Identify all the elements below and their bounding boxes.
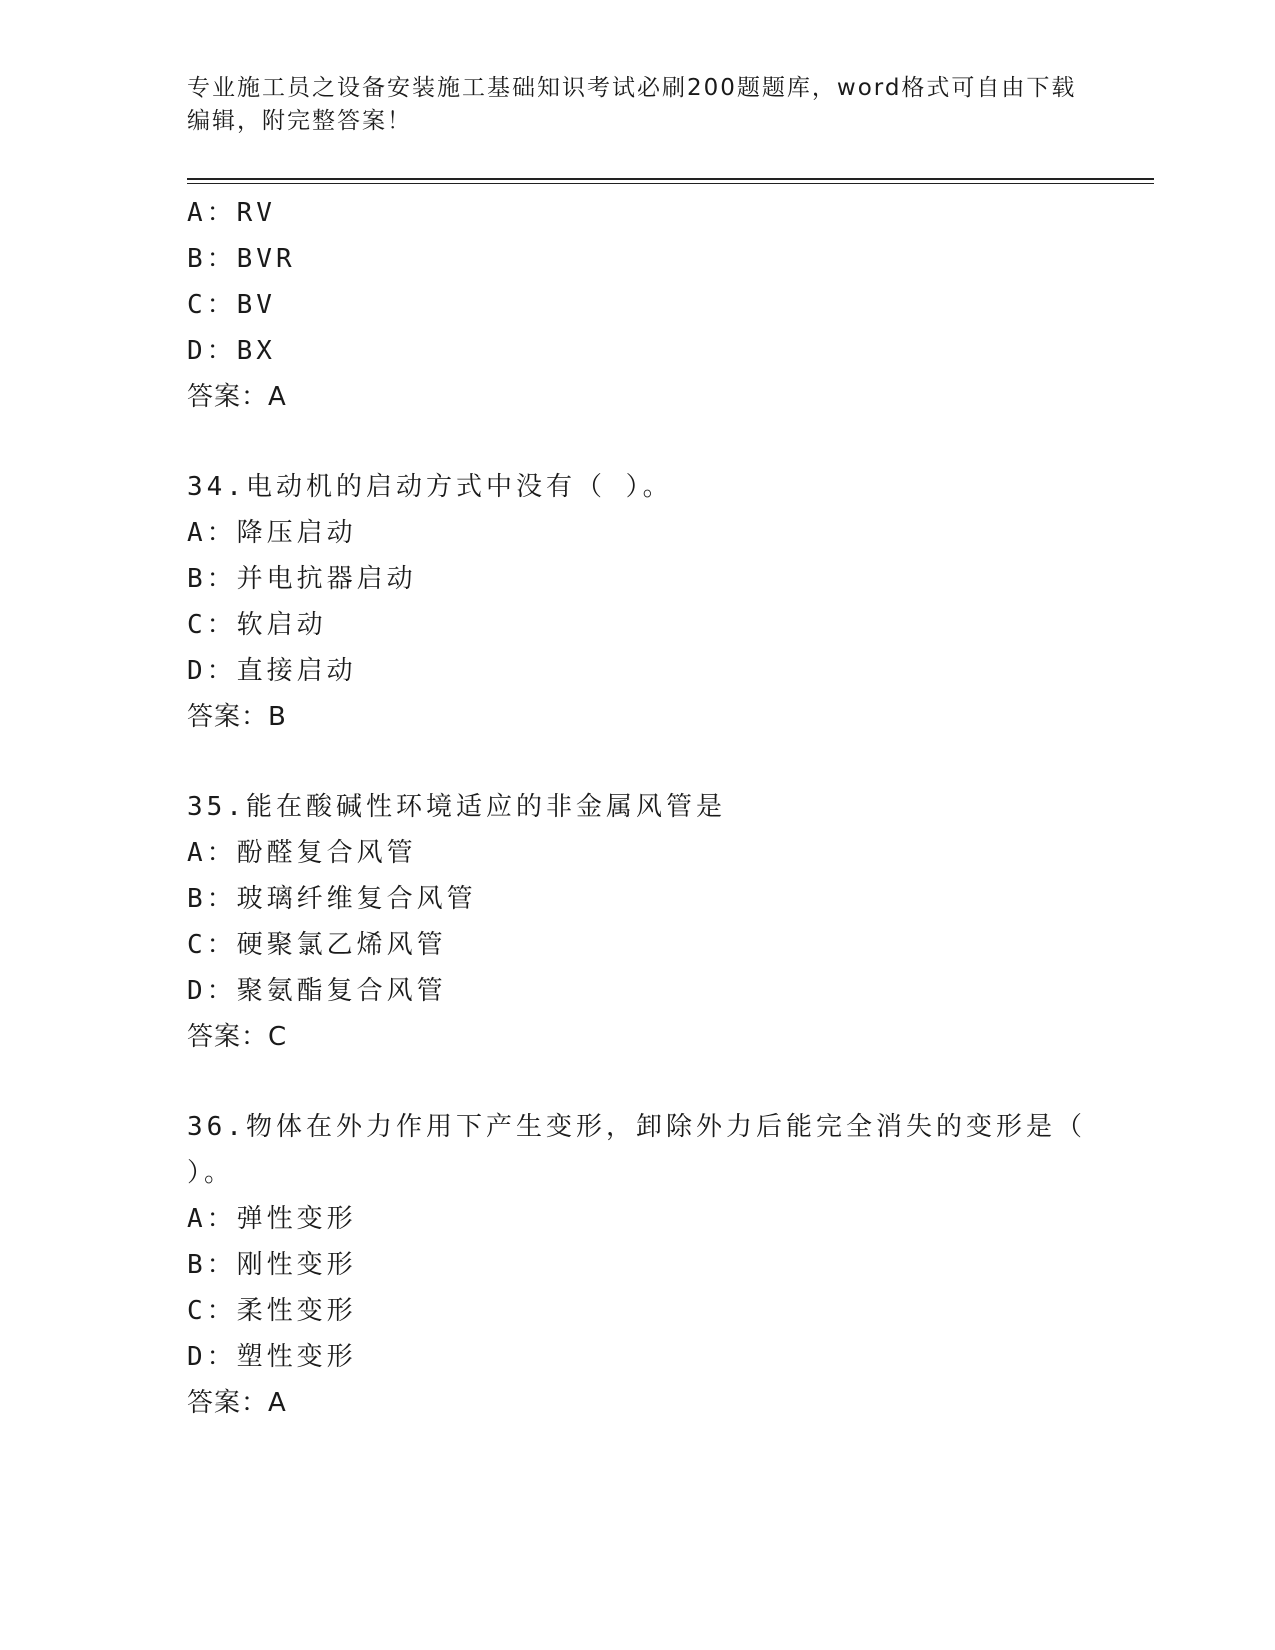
option-a: A：酚醛复合风管 xyxy=(187,838,417,868)
option-c: C：BV xyxy=(187,290,276,320)
question-33 xyxy=(187,190,1087,420)
question-text: 35.能在酸碱性环境适应的非金属风管是 xyxy=(187,792,726,822)
option-c: C：软启动 xyxy=(187,610,327,640)
option-c: C：硬聚氯乙烯风管 xyxy=(187,930,447,960)
document-header xyxy=(187,72,1087,138)
question-36 xyxy=(187,1104,1087,1426)
header-line-1: 专业施工员之设备安装施工基础知识考试必刷200题题库，word格式可自由下载 xyxy=(187,75,1077,101)
option-c: C：柔性变形 xyxy=(187,1296,357,1326)
answer: 答案：A xyxy=(187,382,287,412)
question-list xyxy=(187,190,1087,1426)
option-a: A：弹性变形 xyxy=(187,1204,357,1234)
question-text-line-2: ）。 xyxy=(187,1158,235,1188)
header-line-2: 编辑，附完整答案！ xyxy=(187,108,412,134)
option-b: B：玻璃纤维复合风管 xyxy=(187,884,477,914)
question-35 xyxy=(187,784,1087,1060)
option-b: B：BVR xyxy=(187,244,296,274)
option-d: D：直接启动 xyxy=(187,656,357,686)
option-a: A：降压启动 xyxy=(187,518,357,548)
answer: 答案：A xyxy=(187,1388,287,1418)
question-text-line-1: 36.物体在外力作用下产生变形，卸除外力后能完全消失的变形是（ xyxy=(187,1112,1086,1142)
answer: 答案：C xyxy=(187,1022,288,1052)
option-a: A：RV xyxy=(187,198,276,228)
header-rule-thin xyxy=(187,183,1154,184)
answer: 答案：B xyxy=(187,702,287,732)
option-b: B：刚性变形 xyxy=(187,1250,357,1280)
header-rule-thick xyxy=(187,178,1154,180)
option-d: D：聚氨酯复合风管 xyxy=(187,976,447,1006)
option-d: D：BX xyxy=(187,336,276,366)
question-34 xyxy=(187,464,1087,740)
option-d: D：塑性变形 xyxy=(187,1342,357,1372)
question-text: 34.电动机的启动方式中没有（ ）。 xyxy=(187,472,673,502)
option-b: B：并电抗器启动 xyxy=(187,564,417,594)
